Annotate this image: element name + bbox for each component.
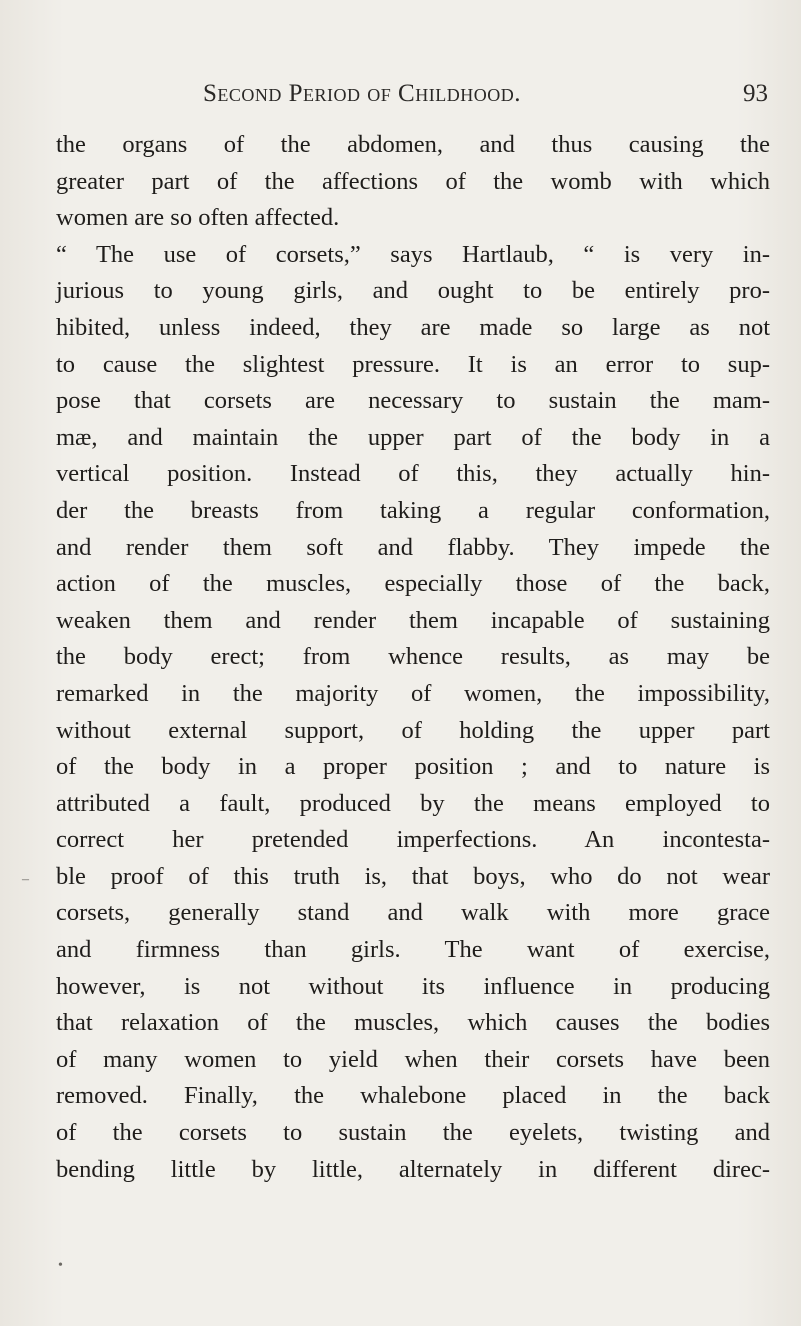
text-line: weaken them and render them incapable of sustaining [56,606,770,634]
ink-dot-mark: • [58,1258,63,1273]
running-head [203,80,768,110]
text-line: vertical position. Instead of this, they actually hin- [56,460,770,488]
text-line: bending little by little, alternately in different direc- [56,1155,770,1183]
text-line: mæ, and maintain the upper part of the body in a [56,423,770,451]
text-line: without external support, of holding the upper part [56,716,770,744]
text-line: however, is not without its influence in producing [56,972,770,1000]
text-line: jurious to young girls, and ought to be entirely pro- [56,277,770,305]
text-line: women are so often affected. [56,204,340,232]
text-line: correct her pretended imperfections. An incontesta- [56,826,770,854]
text-line: hibited, unless indeed, they are made so large as not [56,313,770,341]
margin-dash-mark: – [22,872,29,887]
text-line: to cause the slightest pressure. It is an error to sup- [56,350,770,378]
page-number: 93 [743,80,768,107]
text-line: pose that corsets are necessary to sustain the mam- [56,387,770,415]
text-line: and firmness than girls. The want of exercise, [56,936,770,964]
running-title: Second Period of Childhood. [203,80,521,107]
body-text [56,127,770,1188]
text-line: of the corsets to sustain the eyelets, twisting and [56,1119,770,1147]
text-line: and render them soft and flabby. They impede the [56,533,770,561]
text-line: that relaxation of the muscles, which causes the bodies [56,1009,770,1037]
text-line: corsets, generally stand and walk with more grace [56,899,770,927]
text-line: the organs of the abdomen, and thus causing the [56,131,770,158]
text-line: of the body in a proper position ; and to nature is [56,753,770,781]
text-line: greater part of the affections of the womb with which [56,167,770,195]
text-line: “ The use of corsets,” says Hartlaub, “ is very in- [56,240,770,268]
text-line: ble proof of this truth is, that boys, who do not wear [56,862,770,890]
text-line: remarked in the majority of women, the impossibility, [56,679,770,707]
text-line: the body erect; from whence results, as may be [56,643,770,671]
text-line: der the breasts from taking a regular conformation, [56,496,770,524]
text-line: attributed a fault, produced by the means employed to [56,789,770,817]
text-line: of many women to yield when their corsets have been [56,1045,770,1073]
text-line: action of the muscles, especially those of the back, [56,570,770,598]
text-line: removed. Finally, the whalebone placed in the back [56,1082,770,1110]
